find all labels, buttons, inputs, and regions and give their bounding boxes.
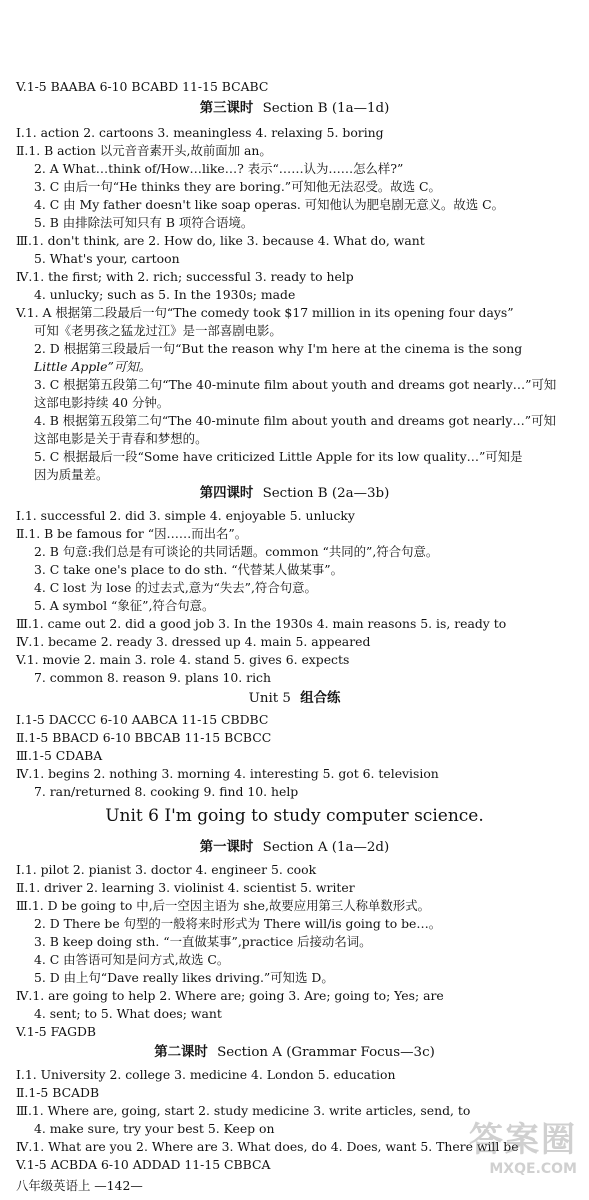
unit6-heading: Unit 6 I'm going to study computer science. <box>105 806 484 826</box>
answer-line: Ⅰ.1. pilot 2. pianist 3. doctor 4. engineer 5. cook <box>16 862 317 877</box>
section-heading-lesson1 <box>0 838 589 857</box>
answer-line: 4. unlucky; such as 5. In the 1930s; made <box>34 287 296 302</box>
answer-line: Ⅰ.1-5 DACCC 6-10 AABCA 11-15 CBDBC <box>16 712 269 727</box>
answer-line: 2. A What…think of/How…like…? 表示“……认为……怎么样?” <box>34 161 404 176</box>
lesson-title: 第一课时 <box>199 839 254 855</box>
answer-line: 2. B 句意:我们总是有可谈论的共同话题。common “共同的”,符合句意。 <box>34 544 439 559</box>
answer-line: 3. C 由后一句“He thinks they are boring.”可知他无法忍受。故选 C。 <box>34 179 441 194</box>
answer-line: 4. sent; to 5. What does; want <box>34 1006 222 1021</box>
answer-line: Ⅰ.1. action 2. cartoons 3. meaningless 4. relaxing 5. boring <box>16 125 384 140</box>
lesson-title: 第三课时 <box>199 100 254 116</box>
section-heading-lesson2 <box>0 1043 589 1062</box>
answer-line: 因为质量差。 <box>34 467 109 482</box>
answer-line: V.1-5 FAGDB <box>16 1024 97 1039</box>
page-footer: 八年级英语上 —142— <box>16 1178 143 1193</box>
answer-line: 可知《老男孩之猛龙过江》是一部喜剧电影。 <box>34 323 282 338</box>
answer-line: Ⅳ.1. the first; with 2. rich; successful 3. ready to help <box>16 269 354 284</box>
unit-title: Unit 5 <box>248 691 291 706</box>
answer-line: Ⅰ.1. University 2. college 3. medicine 4. London 5. education <box>16 1067 396 1082</box>
answer-line: 5. D 由上句“Dave really likes driving.”可知选 D。 <box>34 970 334 985</box>
watermark-logo <box>437 1120 577 1190</box>
answer-line: 4. C 由答语可知是问方式,故选 C。 <box>34 952 230 967</box>
answer-line: 4. C 由 My father doesn't like soap operas. 可知他认为肥皂剧无意义。故选 C。 <box>34 197 504 212</box>
answer-line: Ⅲ.1. Where are, going, start 2. study medicine 3. write articles, send, to <box>16 1103 471 1118</box>
lesson-part: Section B (1a—1d) <box>262 101 390 116</box>
watermark-text: 答案圈 <box>469 1120 577 1160</box>
answer-line: Ⅲ.1. don't think, are 2. How do, like 3. because 4. What do, want <box>16 233 425 248</box>
answer-line: Ⅱ.1-5 BBACD 6-10 BBCAB 11-15 BCBCC <box>16 730 272 745</box>
answer-line: 3. C 根据第五段第二句“The 40-minute film about youth and dreams got nearly…”可知 <box>34 377 557 392</box>
answer-line: Ⅲ.1. came out 2. did a good job 3. In the 1930s 4. main reasons 5. is, ready to <box>16 616 507 631</box>
lesson-title: 第四课时 <box>199 485 254 501</box>
answer-line: 4. make sure, try your best 5. Keep on <box>34 1121 275 1136</box>
answer-line: Ⅳ.1. became 2. ready 3. dressed up 4. main 5. appeared <box>16 634 371 649</box>
answer-line: 2. D There be 句型的一般将来时形式为 There will/is going to be…。 <box>34 916 442 931</box>
answer-line: Ⅰ.1. successful 2. did 3. simple 4. enjoyable 5. unlucky <box>16 508 355 523</box>
answer-line: 5. A symbol “象征”,符合句意。 <box>34 598 215 613</box>
answer-line: 这部电影是关于青春和梦想的。 <box>34 431 208 446</box>
section-heading-lesson4 <box>0 484 589 503</box>
lesson-part: Section A (Grammar Focus—3c) <box>217 1045 435 1060</box>
answer-line: 7. ran/returned 8. cooking 9. find 10. help <box>34 784 299 799</box>
answer-line: Ⅱ.1. driver 2. learning 3. violinist 4. scientist 5. writer <box>16 880 355 895</box>
answer-line: V.1. A 根据第二段最后一句“The comedy took $17 million in its opening four days” <box>16 305 514 320</box>
answer-line: 5. C 根据最后一段“Some have criticized Little Apple for its low quality…”可知是 <box>34 449 523 464</box>
answer-line: Ⅳ.1. What are you 2. Where are 3. What does, do 4. Does, want 5. There will be <box>16 1139 519 1154</box>
section-heading-unit5 <box>0 689 589 708</box>
answer-line: Ⅲ.1. D be going to 中,后一空因主语为 she,故要应用第三人称单数形式。 <box>16 898 430 913</box>
answer-line: 7. common 8. reason 9. plans 10. rich <box>34 670 271 685</box>
answer-line: Ⅱ.1-5 BCADB <box>16 1085 100 1100</box>
unit-part: 组合练 <box>300 690 341 706</box>
answer-line: 这部电影持续 40 分钟。 <box>34 395 170 410</box>
answer-line: Ⅱ.1. B be famous for “因……而出名”。 <box>16 526 248 541</box>
answer-line: Ⅱ.1. B action 以元音音素开头,故前面加 an。 <box>16 143 272 158</box>
answer-line: 3. C take one's place to do sth. “代替某人做某事”。 <box>34 562 343 577</box>
lesson-title: 第二课时 <box>154 1044 208 1060</box>
lesson-part: Section A (1a—2d) <box>262 840 390 855</box>
answer-line: V.1. movie 2. main 3. role 4. stand 5. gives 6. expects <box>16 652 350 667</box>
answer-line: Little Apple”可知。 <box>34 359 151 374</box>
answer-line: V.1-5 ACBDA 6-10 ADDAD 11-15 CBBCA <box>16 1157 271 1172</box>
answer-line: Ⅲ.1-5 CDABA <box>16 748 103 763</box>
answer-line: Ⅳ.1. are going to help 2. Where are; going 3. Are; going to; Yes; are <box>16 988 444 1003</box>
answer-line: 4. B 根据第五段第二句“The 40-minute film about youth and dreams got nearly…”可知 <box>34 413 556 428</box>
section-heading-lesson3 <box>0 99 589 118</box>
answer-line: 5. What's your, cartoon <box>34 251 180 266</box>
answer-line: Ⅳ.1. begins 2. nothing 3. morning 4. interesting 5. got 6. television <box>16 766 439 781</box>
answer-line: 2. D 根据第三段最后一句“But the reason why I'm here at the cinema is the song <box>34 341 523 356</box>
answer-line: 4. C lost 为 lose 的过去式,意为“失去”,符合句意。 <box>34 580 317 595</box>
watermark-url: MXQE.COM <box>489 1161 577 1177</box>
answer-line: 5. B 由排除法可知只有 B 项符合语境。 <box>34 215 254 230</box>
answer-line: 3. B keep doing sth. “一直做某事”,practice 后接动名词。 <box>34 934 372 949</box>
lesson-part: Section B (2a—3b) <box>262 486 390 501</box>
answer-line: V.1-5 BAABA 6-10 BCABD 11-15 BCABC <box>16 79 269 94</box>
